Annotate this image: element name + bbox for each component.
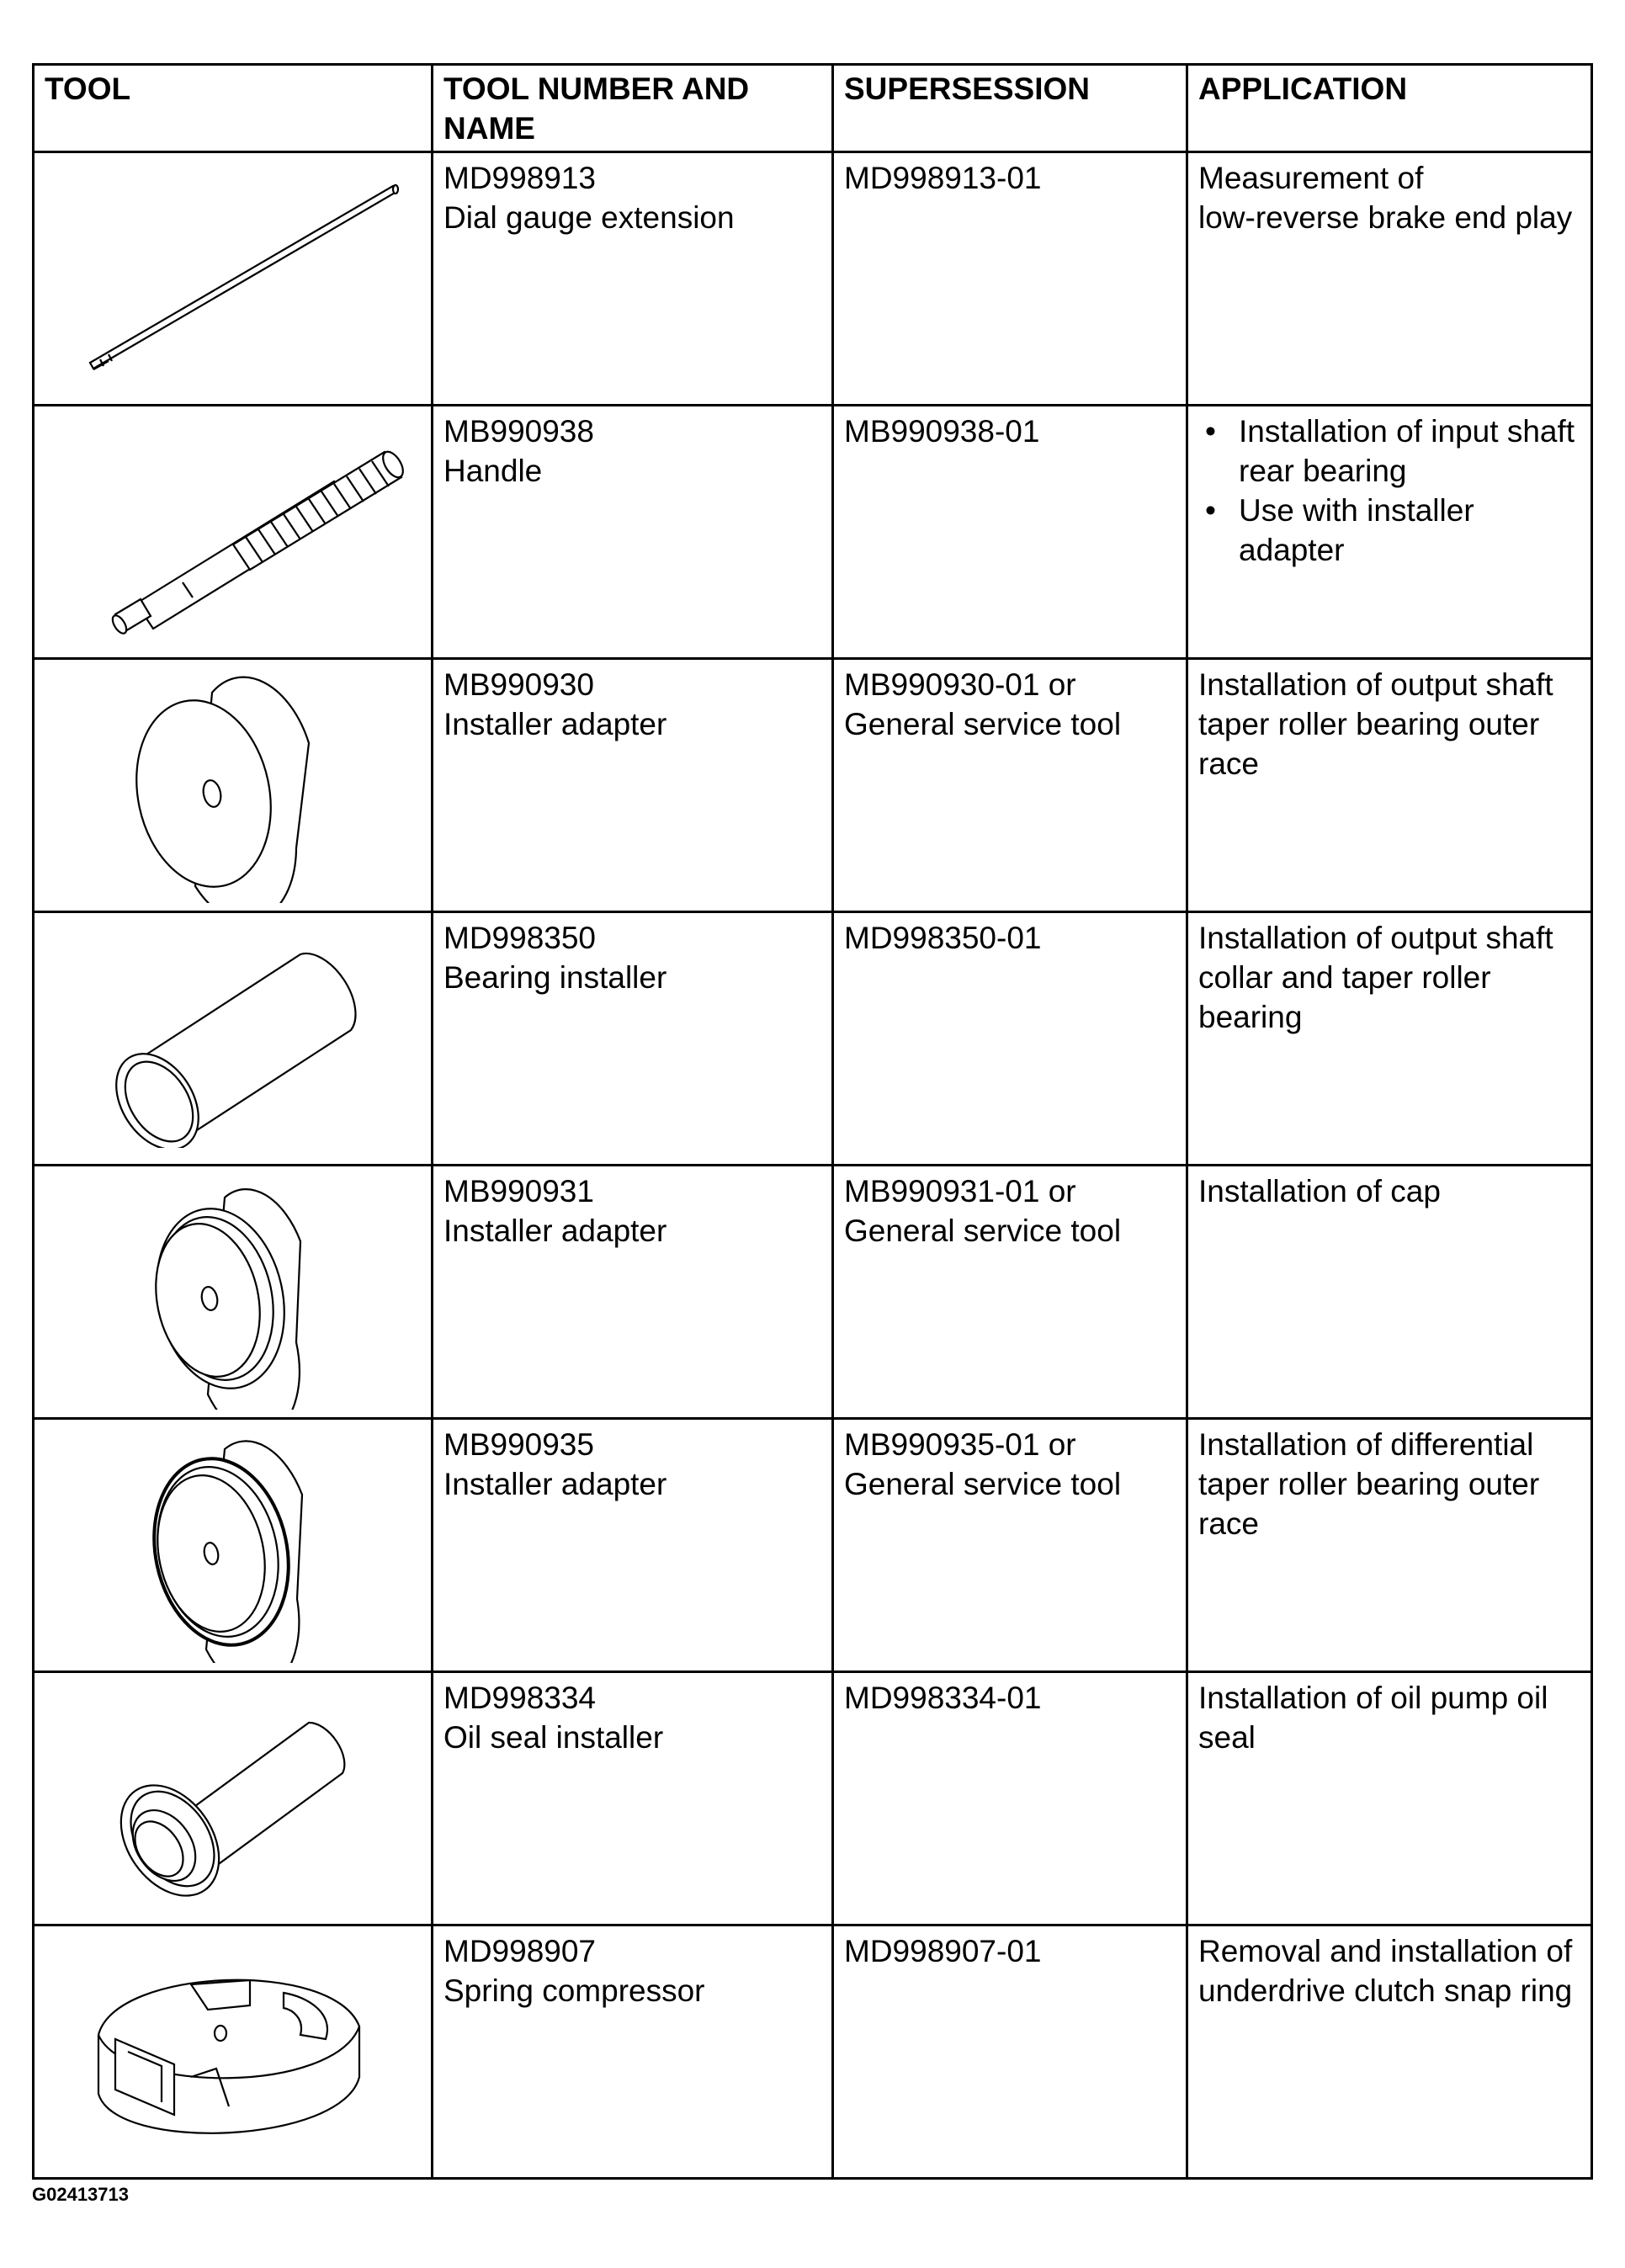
tool-image-cell: [34, 1925, 433, 2179]
tool-number-name-cell: [433, 406, 833, 659]
application-text: Installation of oil pump oil seal: [1198, 1681, 1548, 1755]
tool-number: MD998913: [443, 161, 597, 195]
tool-image-cell: [34, 1166, 433, 1419]
tool-name: Bearing installer: [443, 960, 667, 995]
tool-name: Dial gauge extension: [443, 200, 735, 235]
special-tools-table: [32, 63, 1593, 2180]
tool-name: Installer adapter: [443, 1214, 667, 1248]
supersession-cell: [833, 1672, 1187, 1925]
application-cell: [1187, 1925, 1592, 2179]
application-text: Installation of cap: [1198, 1174, 1441, 1208]
tool-name: Oil seal installer: [443, 1720, 664, 1755]
table-row: [34, 1672, 1592, 1925]
tool-number: MD998907: [443, 1934, 597, 1968]
supersession-text: MD998907-01: [844, 1934, 1042, 1968]
supersession-text: MB990938-01: [844, 414, 1040, 449]
supersession-text: General service tool: [844, 1214, 1122, 1248]
application-cell: [1187, 406, 1592, 659]
tool-number-name-cell: [433, 1925, 833, 2179]
application-cell: [1187, 152, 1592, 406]
tool-number: MB990930: [443, 667, 594, 702]
tool-image-cell: [34, 1672, 433, 1925]
application-cell: [1187, 1419, 1592, 1672]
supersession-text: MD998350-01: [844, 921, 1042, 955]
tool-name: Installer adapter: [443, 1467, 667, 1501]
installer-adapter-disc-icon: [107, 667, 359, 903]
supersession-cell: [833, 659, 1187, 912]
table-row: [34, 1419, 1592, 1672]
header-tool-number-and-name: TOOL NUMBER AND NAME: [433, 65, 833, 152]
tool-image-cell: [34, 912, 433, 1166]
application-cell: [1187, 1166, 1592, 1419]
supersession-text: MD998334-01: [844, 1681, 1042, 1715]
application-bullet-list: [1198, 412, 1580, 570]
installer-adapter-rimmed-icon: [107, 1427, 359, 1663]
table-row: [34, 912, 1592, 1166]
table-row: [34, 1925, 1592, 2179]
application-bullet: • Installation of input shaft rear bearing: [1239, 412, 1580, 491]
application-cell: [1187, 659, 1592, 912]
tool-number: MD998350: [443, 921, 597, 955]
application-text: Installation of differential taper roller bearing outer race: [1198, 1427, 1540, 1541]
supersession-text: MB990935-01 or: [844, 1427, 1076, 1462]
tool-image-cell: [34, 406, 433, 659]
supersession-cell: [833, 406, 1187, 659]
tool-number-name-cell: [433, 1166, 833, 1419]
supersession-text: General service tool: [844, 707, 1122, 741]
tool-image-cell: [34, 659, 433, 912]
figure-id: G02413713: [32, 2184, 129, 2205]
tool-name: Spring compressor: [443, 1973, 705, 2008]
supersession-text: MB990931-01 or: [844, 1174, 1076, 1208]
supersession-cell: [833, 152, 1187, 406]
spring-compressor-icon: [82, 1934, 385, 2170]
application-bullet: • Use with installer adapter: [1239, 491, 1580, 570]
application-text: Installation of output shaft taper roller bearing outer race: [1198, 667, 1553, 781]
application-text: Installation of output shaft collar and taper roller bearing: [1198, 921, 1553, 1034]
application-text: Removal and installation of underdrive clutch snap ring: [1198, 1934, 1573, 2008]
supersession-text: MB990930-01 or: [844, 667, 1076, 702]
tool-number: MD998334: [443, 1681, 597, 1715]
application-text: Measurement of: [1198, 161, 1424, 195]
supersession-cell: [833, 1166, 1187, 1419]
tool-number-name-cell: [433, 1419, 833, 1672]
header-application: APPLICATION: [1187, 65, 1592, 152]
tool-number-name-cell: [433, 912, 833, 1166]
supersession-cell: [833, 1419, 1187, 1672]
tool-number: MB990931: [443, 1174, 594, 1208]
installer-adapter-stepped-icon: [107, 1174, 359, 1410]
supersession-text: MD998913-01: [844, 161, 1042, 195]
oil-seal-installer-icon: [90, 1689, 376, 1908]
table-row: [34, 152, 1592, 406]
application-cell: [1187, 1672, 1592, 1925]
table-row: [34, 1166, 1592, 1419]
header-tool: TOOL: [34, 65, 433, 152]
tool-number-name-cell: [433, 659, 833, 912]
dial-gauge-extension-icon: [56, 169, 410, 388]
header-supersession: SUPERSESSION: [833, 65, 1187, 152]
tool-number-name-cell: [433, 152, 833, 406]
supersession-cell: [833, 912, 1187, 1166]
bearing-installer-tube-icon: [82, 929, 385, 1148]
table-row: [34, 406, 1592, 659]
tool-image-cell: [34, 152, 433, 406]
tool-number-name-cell: [433, 1672, 833, 1925]
header-row: [34, 65, 1592, 152]
handle-icon: [56, 422, 410, 641]
tool-number: MB990935: [443, 1427, 594, 1462]
tool-number: MB990938: [443, 414, 594, 449]
table-row: [34, 659, 1592, 912]
tool-image-cell: [34, 1419, 433, 1672]
tool-name: Installer adapter: [443, 707, 667, 741]
application-cell: [1187, 912, 1592, 1166]
supersession-cell: [833, 1925, 1187, 2179]
application-text: low-reverse brake end play: [1198, 200, 1573, 235]
tool-name: Handle: [443, 454, 543, 488]
supersession-text: General service tool: [844, 1467, 1122, 1501]
